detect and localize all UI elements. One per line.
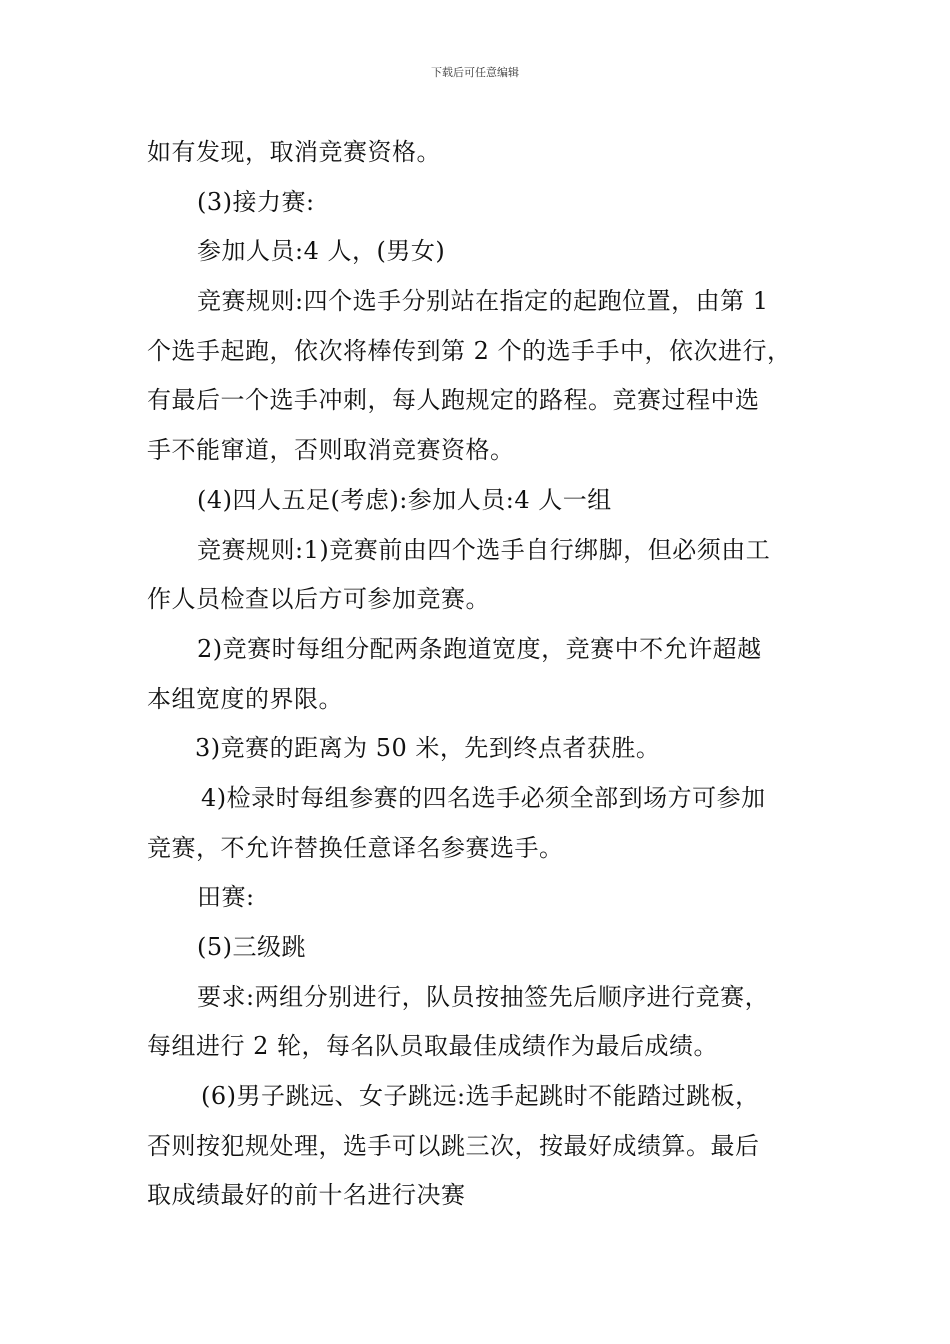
text-line: 每组进行 2 轮，每名队员取最佳成绩作为最后成绩。	[147, 1032, 719, 1060]
section-heading-triple-jump: (5)三级跳	[197, 933, 306, 961]
text-line: 否则按犯规处理，选手可以跳三次，按最好成绩算。最后	[147, 1132, 760, 1160]
section-heading-four-person-five-legs: (4)四人五足(考虑):参加人员:4 人一组	[197, 486, 612, 514]
text-line: 取成绩最好的前十名进行决赛	[147, 1181, 466, 1209]
text-line: 竞赛，不允许替换任意译名参赛选手。	[147, 834, 564, 862]
section-heading-field-events: 田赛:	[197, 883, 255, 911]
text-line: 参加人员:4 人，(男女)	[197, 237, 446, 265]
text-line: 个选手起跑，依次将棒传到第 2 个的选手手中，依次进行，	[147, 337, 792, 365]
text-line: 作人员检查以后方可参加竞赛。	[147, 585, 490, 613]
text-line: 如有发现，取消竞赛资格。	[147, 138, 441, 166]
section-heading-relay: (3)接力赛:	[197, 188, 315, 216]
text-line: 4)检录时每组参赛的四名选手必须全部到场方可参加	[201, 784, 766, 812]
text-line: 3)竞赛的距离为 50 米，先到终点者获胜。	[195, 734, 661, 762]
text-line: 有最后一个选手冲刺，每人跑规定的路程。竞赛过程中选	[147, 386, 760, 414]
text-line: 竞赛规则:四个选手分别站在指定的起跑位置，由第 1	[197, 287, 769, 315]
text-line: 本组宽度的界限。	[147, 685, 343, 713]
section-heading-long-jump: (6)男子跳远、女子跳远:选手起跳时不能踏过跳板，	[201, 1082, 760, 1110]
page-header-note: 下载后可任意编辑	[431, 66, 519, 79]
text-line: 要求:两组分别进行，队员按抽签先后顺序进行竞赛，	[197, 983, 770, 1011]
text-line: 竞赛规则:1)竞赛前由四个选手自行绑脚，但必须由工	[197, 536, 771, 564]
text-line: 2)竞赛时每组分配两条跑道宽度，竞赛中不允许超越	[197, 635, 762, 663]
text-line: 手不能窜道，否则取消竞赛资格。	[147, 436, 515, 464]
